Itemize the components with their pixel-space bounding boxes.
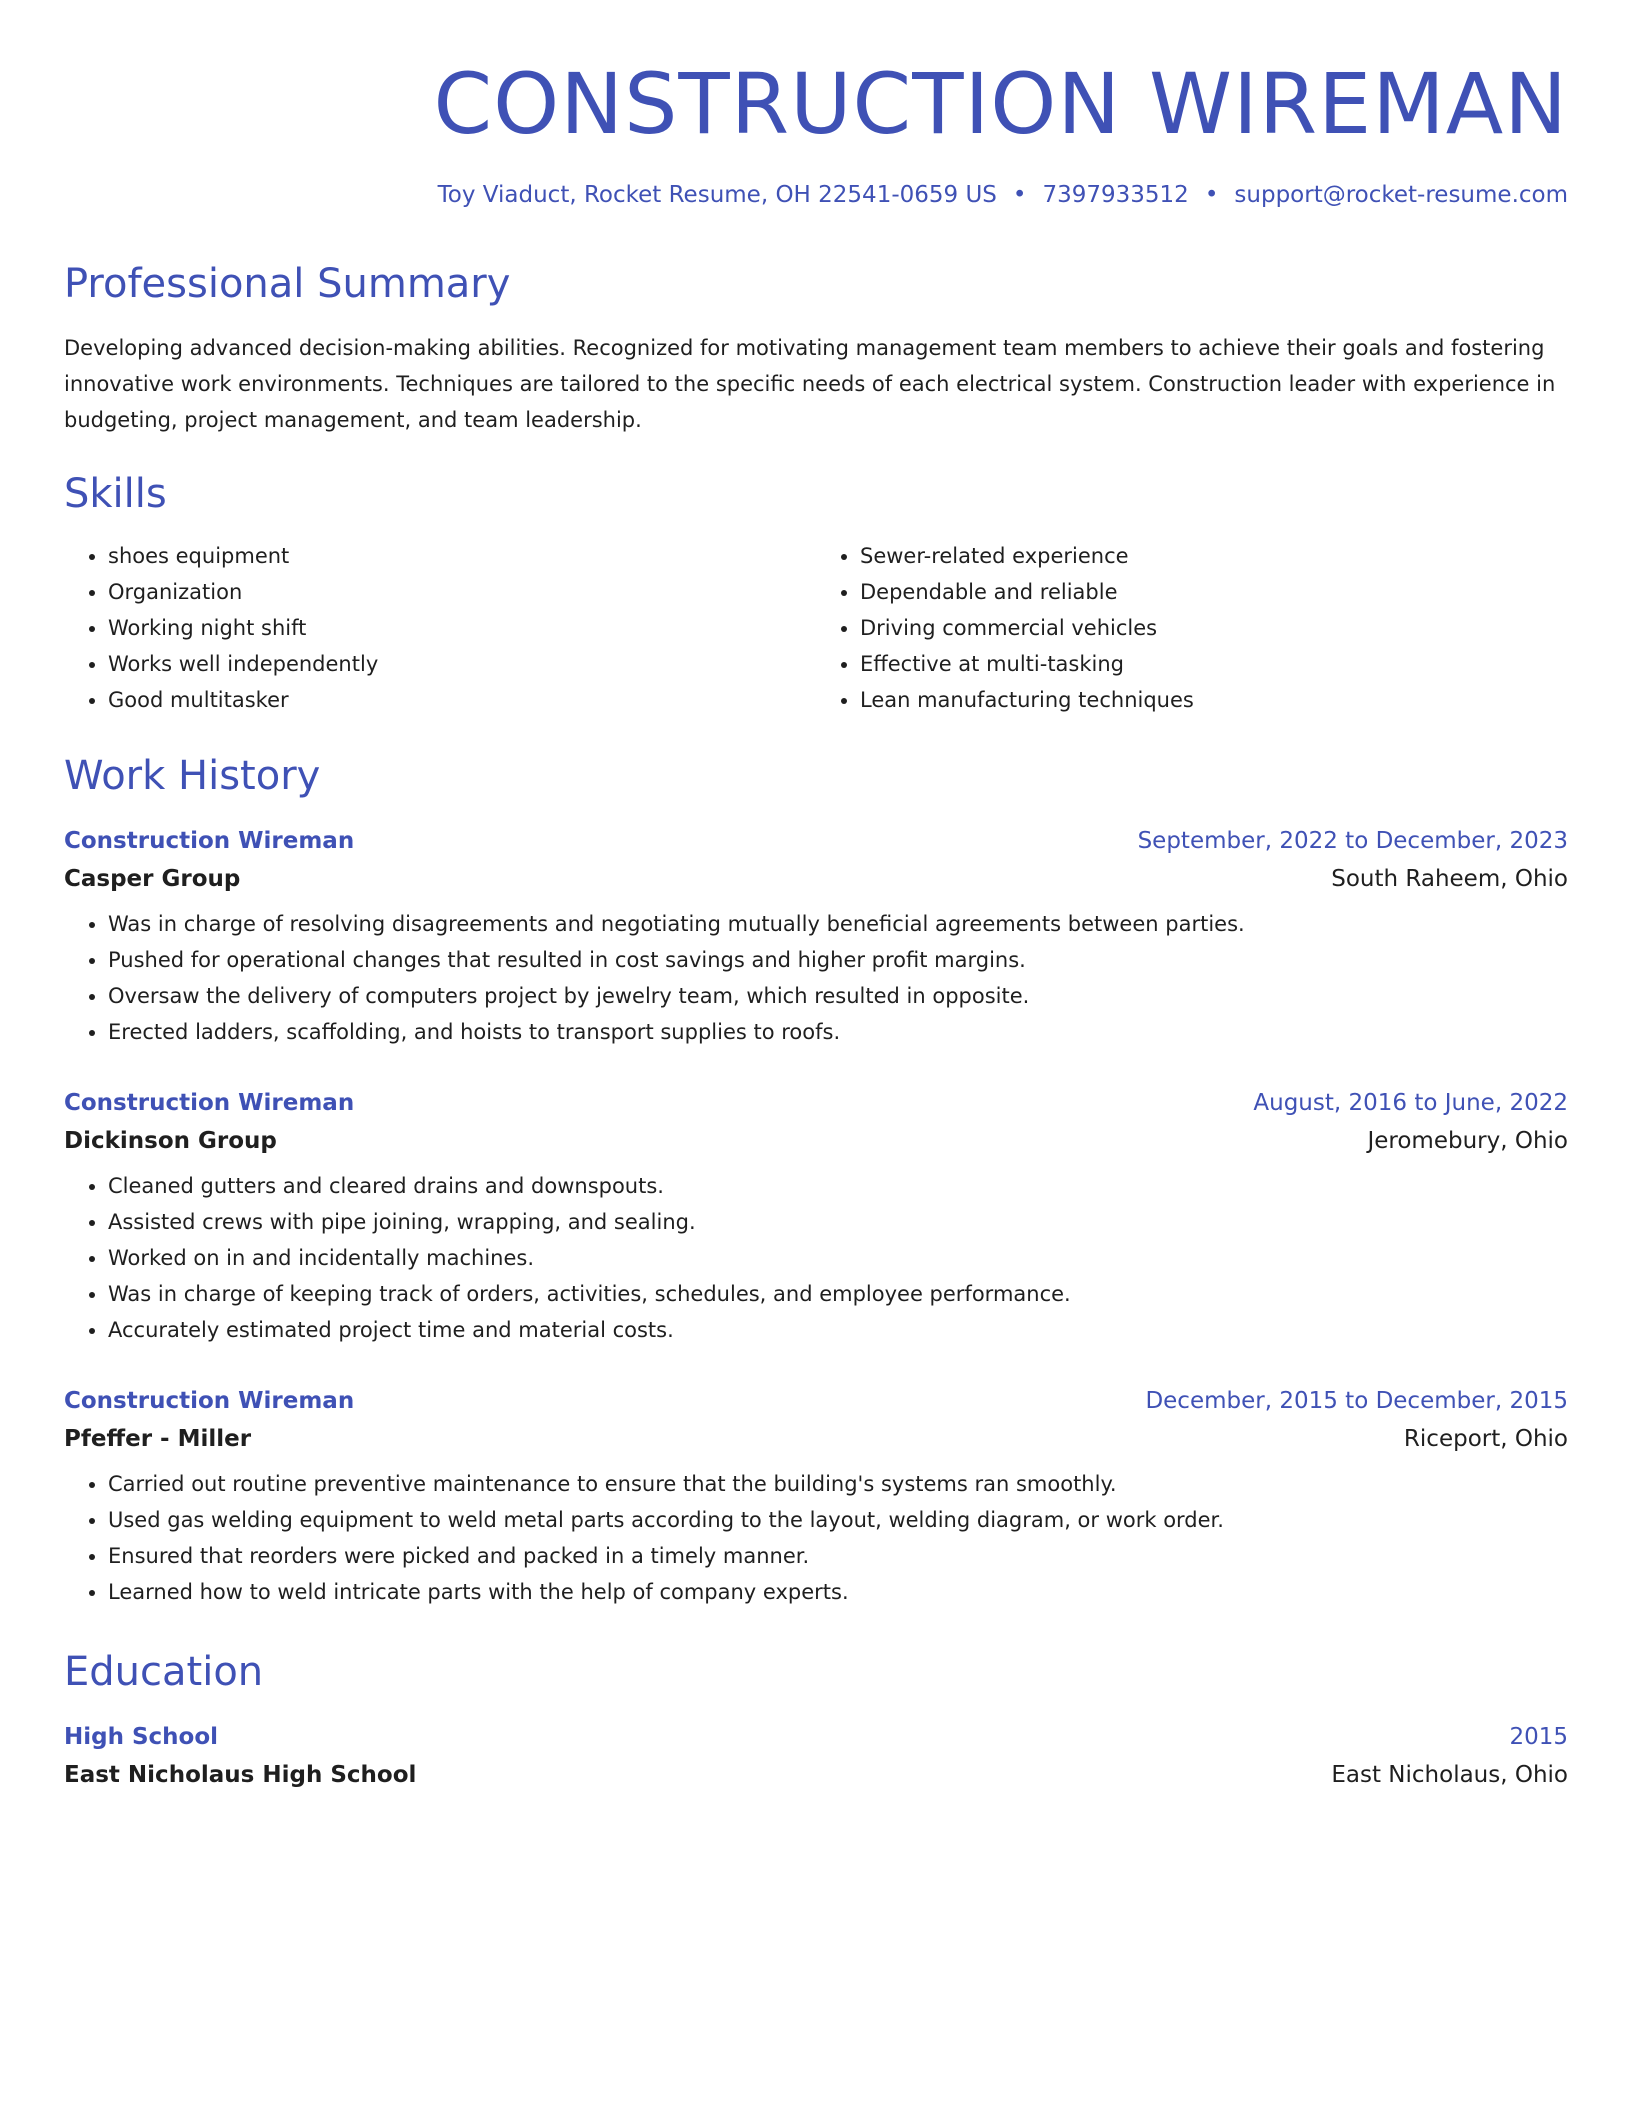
job-bullet: • Carried out routine preventive maintenance to ensure that the building's systems ran smoothly. bbox=[108, 1466, 1568, 1502]
job-title: Construction Wireman bbox=[64, 1388, 355, 1415]
job-bullet: • Cleaned gutters and cleared drains and downspouts. bbox=[108, 1168, 1568, 1204]
section-title-education: Education bbox=[64, 1649, 264, 1696]
job-title: Construction Wireman bbox=[64, 1090, 355, 1117]
job-location: Jeromebury, Ohio bbox=[1367, 1128, 1568, 1155]
job-bullets bbox=[64, 906, 1568, 1050]
job-bullet: • Accurately estimated project time and material costs. bbox=[108, 1312, 1568, 1348]
resume-header bbox=[64, 56, 1568, 210]
job-dates: December, 2015 to December, 2015 bbox=[1145, 1388, 1568, 1415]
job-header-row bbox=[64, 1388, 1568, 1414]
section-title-skills: Skills bbox=[64, 471, 167, 518]
job-entry bbox=[64, 1090, 1568, 1348]
job-bullet: • Assisted crews with pipe joining, wrapping, and sealing. bbox=[108, 1204, 1568, 1240]
job-bullets bbox=[64, 1466, 1568, 1610]
job-bullet: • Was in charge of keeping track of orders, activities, schedules, and employee performance. bbox=[108, 1276, 1568, 1312]
contact-phone: 7397933512 bbox=[1042, 181, 1189, 208]
professional-summary-section bbox=[64, 260, 1568, 438]
skill-item: • Sewer-related experience bbox=[860, 538, 1568, 574]
education-year: 2015 bbox=[1509, 1724, 1568, 1751]
skills-grid bbox=[64, 538, 1568, 718]
education-school: East Nicholaus High School bbox=[64, 1762, 417, 1789]
section-title-work-history: Work History bbox=[64, 753, 321, 800]
education-location: East Nicholaus, Ohio bbox=[1331, 1762, 1568, 1789]
skill-item: • shoes equipment bbox=[108, 538, 816, 574]
skill-item: • Lean manufacturing techniques bbox=[860, 682, 1568, 718]
job-bullet: • Worked on in and incidentally machines. bbox=[108, 1240, 1568, 1276]
job-bullet: • Erected ladders, scaffolding, and hoists to transport supplies to roofs. bbox=[108, 1014, 1568, 1050]
job-entry bbox=[64, 828, 1568, 1050]
job-header-row bbox=[64, 828, 1568, 854]
contact-separator: • bbox=[1012, 181, 1027, 208]
education-entry bbox=[64, 1724, 1568, 1788]
job-bullet: • Pushed for operational changes that resulted in cost savings and higher profit margins. bbox=[108, 942, 1568, 978]
education-section bbox=[64, 1648, 1568, 1788]
skill-item: • Good multitasker bbox=[108, 682, 816, 718]
summary-text: Developing advanced decision-making abilities. Recognized for motivating management team members to achieve their goals and fostering innovative work environments. Techniques are tailored to the specific needs of each electrical system. Construction leader with experience in budgeting, project management, and team leadership. bbox=[64, 336, 1556, 433]
job-company: Casper Group bbox=[64, 866, 241, 893]
skills-list-right bbox=[816, 538, 1568, 718]
job-entry bbox=[64, 1388, 1568, 1610]
job-location: Riceport, Ohio bbox=[1403, 1426, 1568, 1453]
work-history-section bbox=[64, 752, 1568, 1610]
skill-item: • Works well independently bbox=[108, 646, 816, 682]
job-header-row bbox=[64, 1090, 1568, 1116]
job-bullet: • Was in charge of resolving disagreements and negotiating mutually beneficial agreements between parties. bbox=[108, 906, 1568, 942]
job-bullet: • Ensured that reorders were picked and packed in a timely manner. bbox=[108, 1538, 1568, 1574]
job-bullet: • Oversaw the delivery of computers project by jewelry team, which resulted in opposite. bbox=[108, 978, 1568, 1014]
job-company-row bbox=[64, 1426, 1568, 1452]
education-header-row bbox=[64, 1724, 1568, 1750]
skills-column-right bbox=[816, 538, 1568, 718]
candidate-name: CONSTRUCTION WIREMAN bbox=[433, 55, 1568, 153]
skill-item: • Organization bbox=[108, 574, 816, 610]
job-bullet: • Used gas welding equipment to weld metal parts according to the layout, welding diagram, or work order. bbox=[108, 1502, 1568, 1538]
job-bullets bbox=[64, 1168, 1568, 1348]
section-title-summary: Professional Summary bbox=[64, 261, 511, 308]
skills-list-left bbox=[64, 538, 816, 718]
job-dates: September, 2022 to December, 2023 bbox=[1137, 828, 1568, 855]
skill-item: • Dependable and reliable bbox=[860, 574, 1568, 610]
job-company: Dickinson Group bbox=[64, 1128, 277, 1155]
skill-item: • Driving commercial vehicles bbox=[860, 610, 1568, 646]
education-school-row bbox=[64, 1762, 1568, 1788]
education-degree: High School bbox=[64, 1724, 219, 1751]
contact-separator: • bbox=[1204, 181, 1219, 208]
skill-item: • Effective at multi-tasking bbox=[860, 646, 1568, 682]
contact-email: support@rocket-resume.com bbox=[1234, 181, 1568, 208]
contact-address: Toy Viaduct, Rocket Resume, OH 22541-0659 US bbox=[437, 181, 997, 208]
job-bullet: • Learned how to weld intricate parts with the help of company experts. bbox=[108, 1574, 1568, 1610]
contact-line bbox=[64, 181, 1568, 211]
job-location: South Raheem, Ohio bbox=[1331, 866, 1568, 893]
skill-item: • Working night shift bbox=[108, 610, 816, 646]
job-company: Pfeffer - Miller bbox=[64, 1426, 252, 1453]
job-title: Construction Wireman bbox=[64, 828, 355, 855]
job-company-row bbox=[64, 1128, 1568, 1154]
job-dates: August, 2016 to June, 2022 bbox=[1253, 1090, 1568, 1117]
skills-column-left bbox=[64, 538, 816, 718]
skills-section bbox=[64, 470, 1568, 718]
job-company-row bbox=[64, 866, 1568, 892]
